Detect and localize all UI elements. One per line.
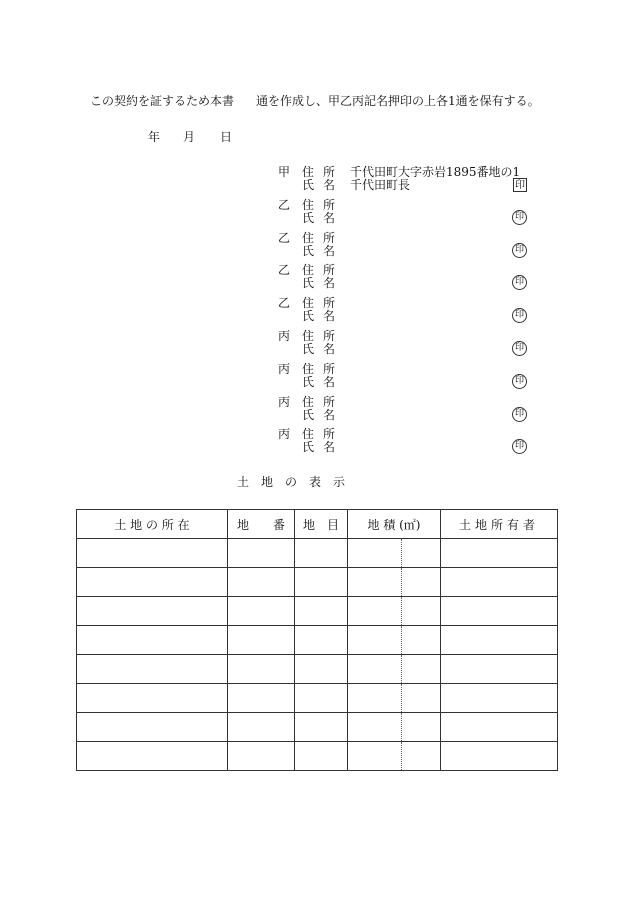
- name-label: 氏名: [302, 244, 345, 258]
- cell-lot-number: [228, 742, 295, 771]
- seal-square-icon: 印: [515, 180, 525, 191]
- cell-owner: [441, 742, 558, 771]
- date-year-label: 年: [148, 130, 161, 144]
- name-label: 氏名: [302, 375, 345, 389]
- party-role: 丙: [278, 329, 291, 343]
- address-label: 住所: [302, 263, 345, 277]
- address-label: 住所: [302, 395, 345, 409]
- cell-lot-number: [228, 655, 295, 684]
- name-label: 氏名: [302, 211, 345, 225]
- cell-owner: [441, 626, 558, 655]
- cell-lot-number: [228, 684, 295, 713]
- table-row: [77, 713, 558, 742]
- intro-text-part2: 通を作成し、甲乙丙記名押印の上各1通を保有する。: [256, 94, 540, 108]
- name-value: 千代田町長: [350, 178, 411, 192]
- party-role: 乙: [278, 263, 291, 277]
- cell-category: [295, 597, 348, 626]
- cell-location: [77, 742, 228, 771]
- seal-circle-icon: 印: [512, 210, 527, 225]
- cell-lot-number: [228, 568, 295, 597]
- cell-location: [77, 684, 228, 713]
- cell-category: [295, 742, 348, 771]
- party-role: 丙: [278, 395, 291, 409]
- cell-category: [295, 684, 348, 713]
- name-label: 氏名: [302, 440, 345, 454]
- address-label: 住所: [302, 329, 345, 343]
- cell-location: [77, 539, 228, 568]
- cell-area-integer: [348, 539, 402, 568]
- cell-category: [295, 539, 348, 568]
- cell-area-integer: [348, 597, 402, 626]
- table-row: [77, 626, 558, 655]
- party-role: 乙: [278, 231, 291, 245]
- cell-area-integer: [348, 655, 402, 684]
- party-role: 乙: [278, 198, 291, 212]
- party-role: 乙: [278, 296, 291, 310]
- cell-category: [295, 626, 348, 655]
- header-lot-number: 地 番: [228, 510, 295, 539]
- name-label: 氏名: [302, 276, 345, 290]
- cell-area-integer: [348, 684, 402, 713]
- name-label: 氏名: [302, 342, 345, 356]
- cell-area-decimal: [402, 713, 441, 742]
- intro-text-part1: この契約を証するため本書: [90, 94, 235, 108]
- cell-location: [77, 626, 228, 655]
- address-label: 住所: [302, 165, 345, 179]
- land-table: [76, 509, 558, 771]
- cell-lot-number: [228, 713, 295, 742]
- cell-area-decimal: [402, 655, 441, 684]
- cell-area-integer: [348, 568, 402, 597]
- seal-circle-icon: 印: [512, 308, 527, 323]
- seal-circle-icon: 印: [512, 407, 527, 422]
- address-label: 住所: [302, 296, 345, 310]
- header-location: 土 地 の 所 在: [77, 510, 228, 539]
- table-row: [77, 655, 558, 684]
- cell-location: [77, 597, 228, 626]
- header-area: 地 積 (㎡): [348, 510, 441, 539]
- table-row: [77, 684, 558, 713]
- cell-location: [77, 713, 228, 742]
- cell-location: [77, 568, 228, 597]
- date-day-label: 日: [220, 130, 233, 144]
- table-row: [77, 568, 558, 597]
- address-label: 住所: [302, 231, 345, 245]
- name-label: 氏名: [302, 309, 345, 323]
- cell-location: [77, 655, 228, 684]
- header-owner: 土地所有者: [441, 510, 558, 539]
- cell-area-decimal: [402, 539, 441, 568]
- address-label: 住所: [302, 427, 345, 441]
- cell-category: [295, 713, 348, 742]
- seal-circle-icon: 印: [512, 374, 527, 389]
- party-role: 丙: [278, 427, 291, 441]
- cell-area-decimal: [402, 597, 441, 626]
- cell-owner: [441, 713, 558, 742]
- cell-lot-number: [228, 597, 295, 626]
- cell-area-decimal: [402, 742, 441, 771]
- cell-area-integer: [348, 742, 402, 771]
- cell-lot-number: [228, 539, 295, 568]
- cell-area-integer: [348, 626, 402, 655]
- seal-circle-icon: 印: [512, 275, 527, 290]
- address-label: 住所: [302, 362, 345, 376]
- name-label: 氏名: [302, 178, 345, 192]
- address-label: 住所: [302, 198, 345, 212]
- name-label: 氏名: [302, 408, 345, 422]
- cell-owner: [441, 684, 558, 713]
- cell-owner: [441, 539, 558, 568]
- seal-circle-icon: 印: [512, 243, 527, 258]
- cell-owner: [441, 597, 558, 626]
- land-section-title: 土 地 の 表 示: [237, 475, 346, 489]
- party-role: 甲: [278, 165, 291, 179]
- cell-owner: [441, 568, 558, 597]
- land-table-header-row: [77, 510, 558, 539]
- date-month-label: 月: [183, 130, 196, 144]
- cell-category: [295, 568, 348, 597]
- seal-circle-icon: 印: [512, 439, 527, 454]
- party-role: 丙: [278, 362, 291, 376]
- seal-circle-icon: 印: [512, 341, 527, 356]
- cell-area-decimal: [402, 568, 441, 597]
- cell-owner: [441, 655, 558, 684]
- cell-area-integer: [348, 713, 402, 742]
- cell-area-decimal: [402, 626, 441, 655]
- table-row: [77, 742, 558, 771]
- address-value: 千代田町大字赤岩1895番地の1: [350, 165, 521, 179]
- table-row: [77, 539, 558, 568]
- header-category: 地 目: [295, 510, 348, 539]
- cell-lot-number: [228, 626, 295, 655]
- table-row: [77, 597, 558, 626]
- cell-category: [295, 655, 348, 684]
- cell-area-decimal: [402, 684, 441, 713]
